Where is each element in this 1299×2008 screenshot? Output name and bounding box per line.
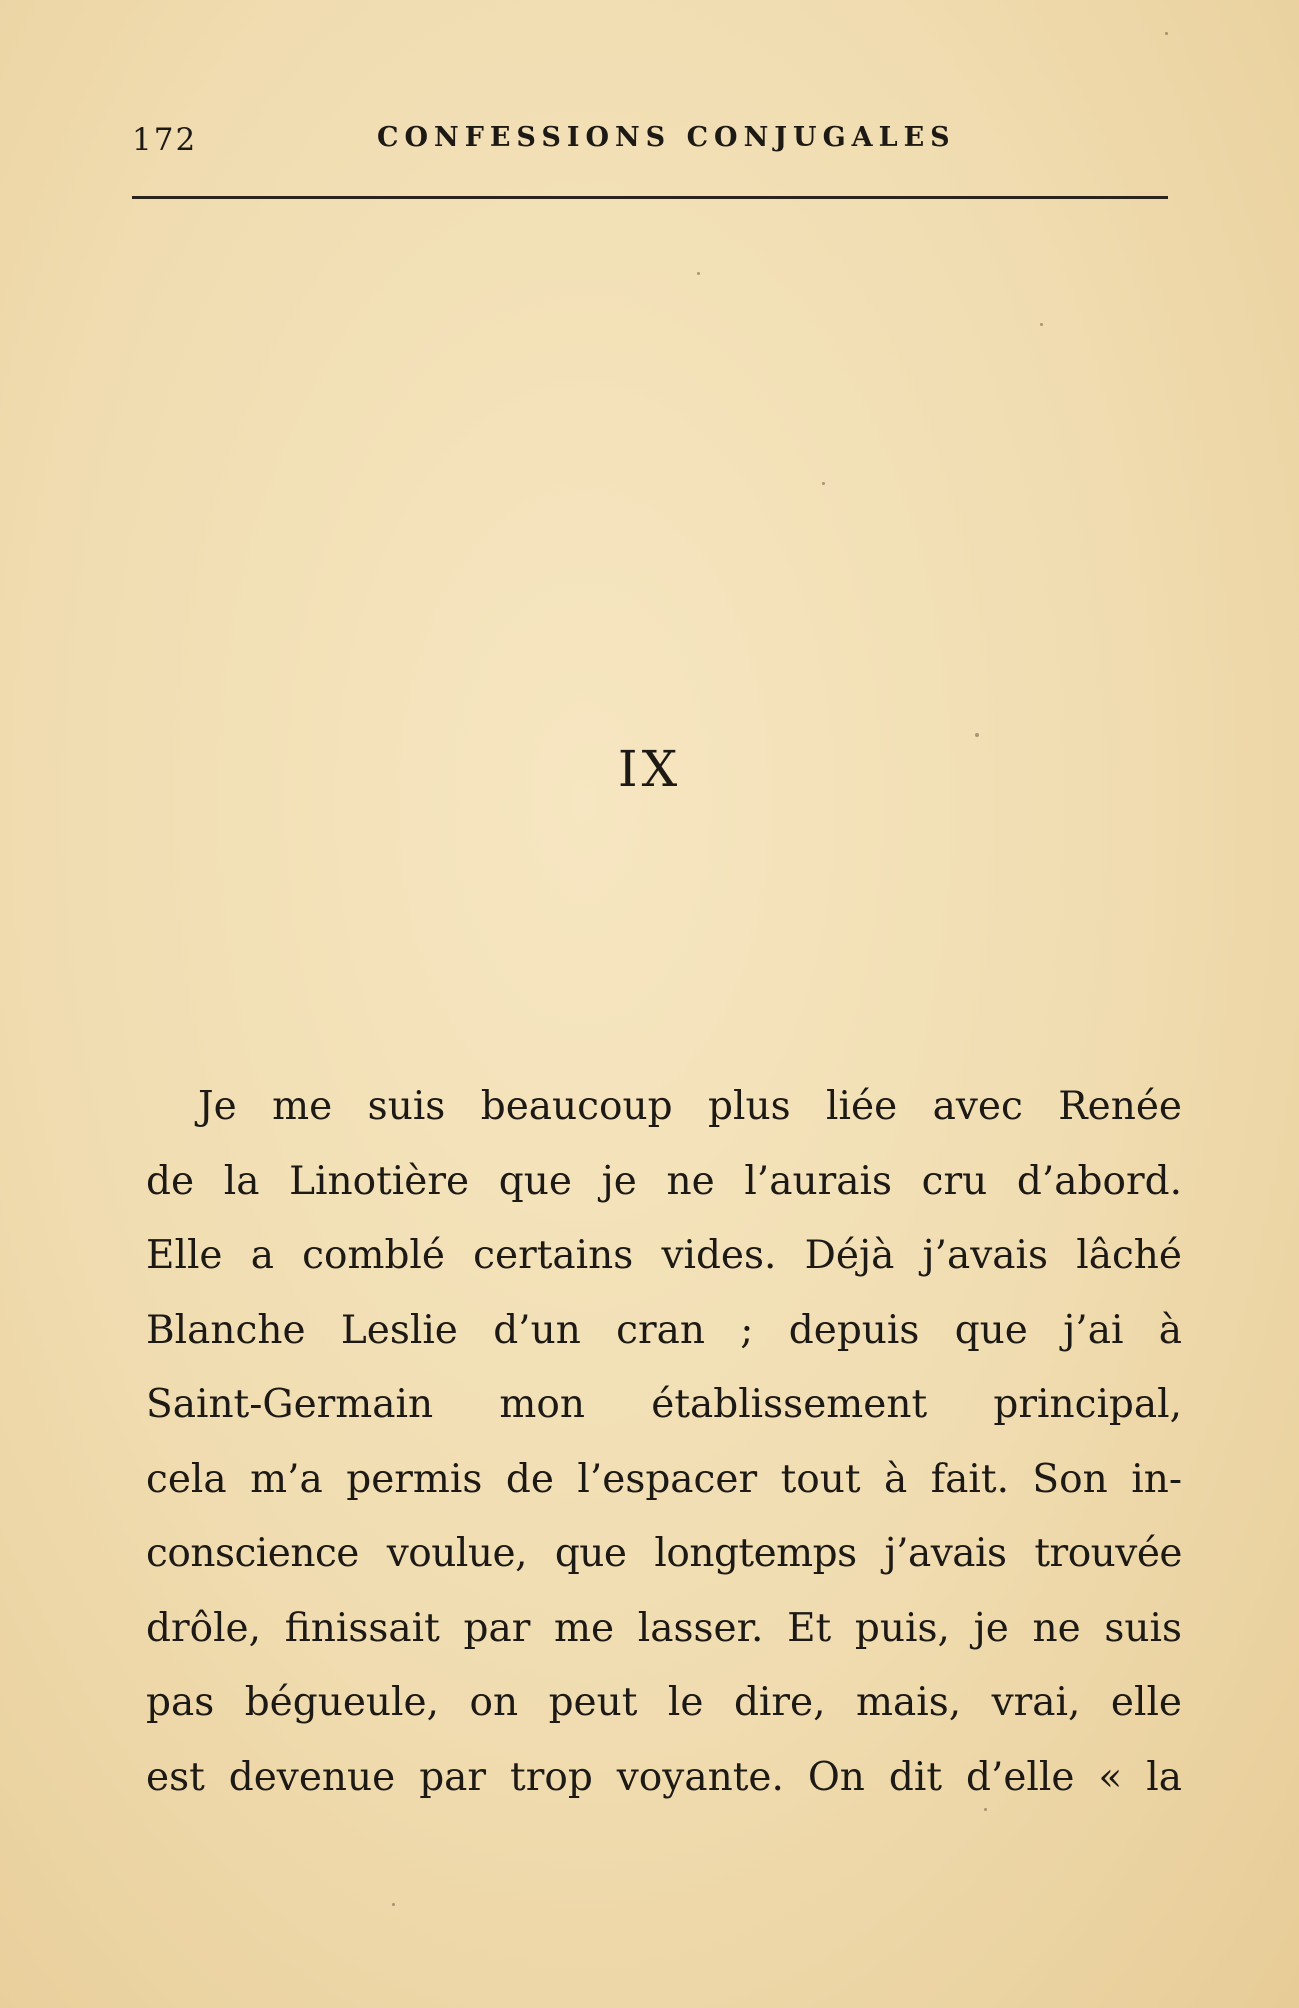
page-number: 172	[132, 122, 198, 158]
header-rule	[132, 196, 1168, 199]
paper-speck	[1165, 32, 1168, 35]
text-line: Blanche Leslie d’un cran ; depuis que j’ai à	[146, 1307, 1182, 1353]
text-line: pas bégueule, on peut le dire, mais, vrai, elle	[146, 1680, 1182, 1725]
text-line: conscience voulue, que longtemps j’avais trouvée	[146, 1531, 1182, 1576]
running-title: CONFESSIONS CONJUGALES	[377, 122, 956, 153]
body-text	[146, 1070, 1182, 1815]
text-line: Je me suis beaucoup plus liée avec Renée	[198, 1084, 1182, 1129]
text-line: drôle, finissait par me lasser. Et puis, je ne suis	[146, 1605, 1182, 1651]
text-line: cela m’a permis de l’espacer tout à fait. Son in-	[146, 1456, 1182, 1502]
paper-speck	[822, 482, 825, 485]
running-header	[132, 108, 1168, 208]
text-line: Saint-Germain mon établissement principal,	[146, 1382, 1182, 1427]
paper-speck	[392, 1903, 395, 1906]
text-line: est devenue par trop voyante. On dit d’elle « la	[146, 1754, 1182, 1800]
text-line: de la Linotière que je ne l’aurais cru d’abord.	[146, 1158, 1182, 1204]
paper-speck	[975, 733, 979, 737]
paper-speck	[1040, 323, 1043, 326]
chapter-number: IX	[617, 740, 682, 798]
paper-speck	[984, 1808, 987, 1811]
paper-speck	[697, 272, 700, 275]
text-line: Elle a comblé certains vides. Déjà j’avais lâché	[146, 1233, 1182, 1278]
